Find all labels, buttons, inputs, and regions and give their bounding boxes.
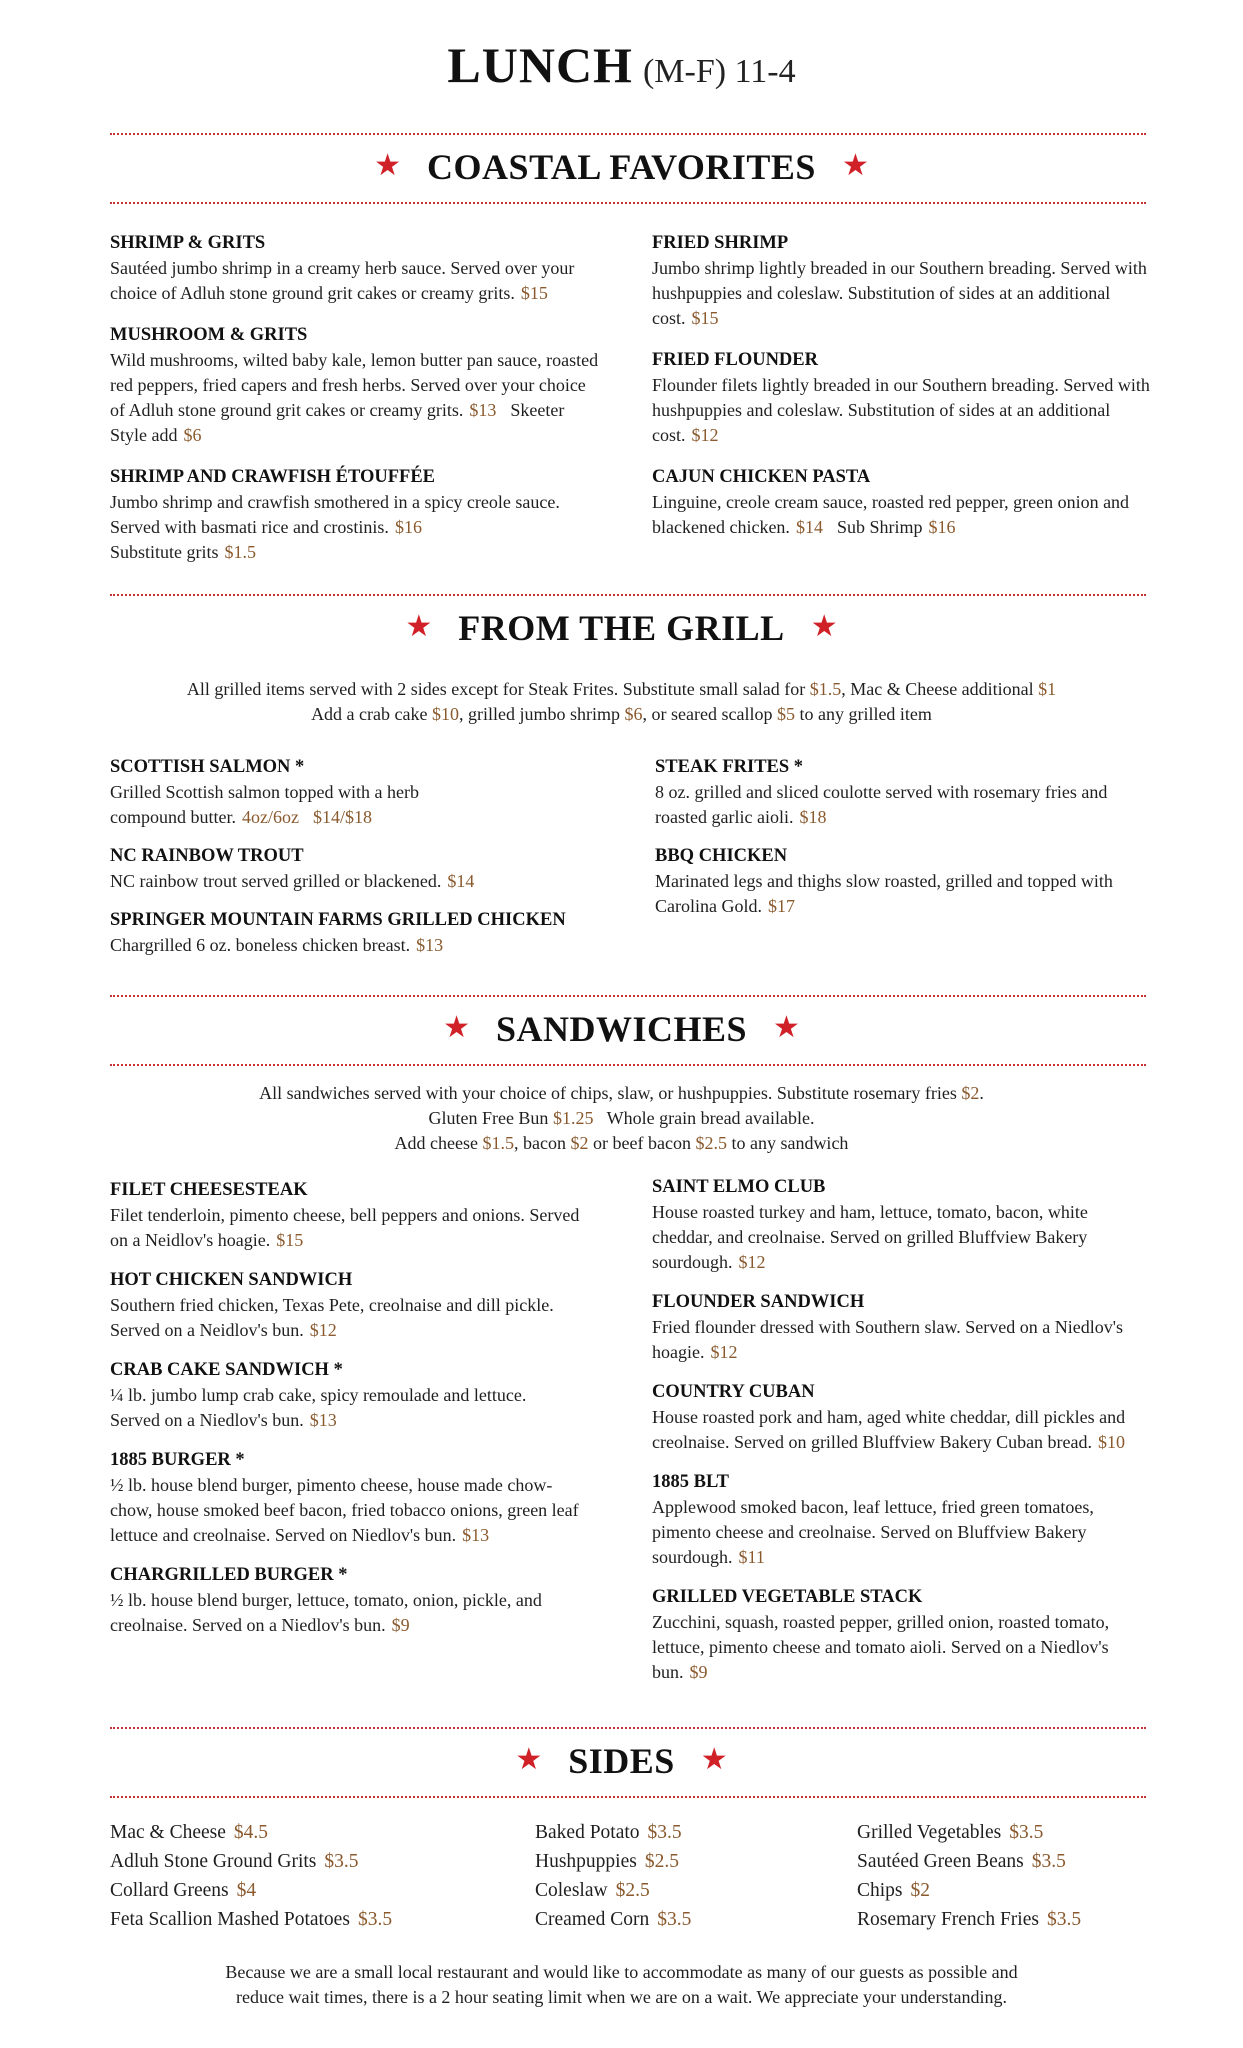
item-description: ¼ lb. jumbo lump crab cake, spicy remoulade and lettuce. Served on a Niedlov's bun. $13 [110,1385,527,1430]
section-heading-grill [0,607,1243,649]
item-description: Linguine, creole cream sauce, roasted red pepper, green onion and blackened chicken. $14 Sub Shrimp $16 [652,492,1130,537]
item-name: FLOUNDER SANDWICH [652,1292,865,1312]
menu-item [655,844,1155,919]
menu-item [110,231,600,306]
item-description: ½ lb. house blend burger, lettuce, tomato, onion, pickle, and creolnaise. Served on a Niedlov's bun. $9 [110,1590,542,1635]
item-extra: Skeeter Style add [110,400,565,445]
item-description: House roasted turkey and ham, lettuce, tomato, bacon, white cheddar, and creolnaise. Served on grilled Bluffview Bakery sourdough. $12 [652,1202,1088,1272]
menu-item [110,908,600,958]
item-price: $13 [462,1525,490,1545]
side-price: $3.5 [647,1822,682,1843]
item-price: $13 [309,1410,337,1430]
star-icon: ★ [405,610,433,643]
item-price: $13 [469,400,497,420]
sides-column-1 [110,1818,392,1934]
side-item: Hushpuppies $2.5 [535,1851,679,1872]
item-price: $12 [691,425,719,445]
item-name: 1885 BURGER * [110,1450,245,1470]
item-price: $10 [1098,1432,1126,1452]
item-price: $12 [710,1342,738,1362]
note-price: $1.5 [482,1133,515,1153]
menu-item [110,1448,580,1548]
item-name: 1885 BLT [652,1472,729,1492]
item-name: COUNTRY CUBAN [652,1382,815,1402]
star-icon: ★ [773,1011,800,1044]
note-price: $5 [776,704,795,724]
side-item: Collard Greens $4 [110,1880,257,1901]
note-price: $2 [961,1083,980,1103]
page-title: LUNCH [447,37,633,93]
item-price: $18 [799,807,827,827]
item-description: Flounder filets lightly breaded in our Southern breading. Served with hushpuppies and coleslaw. Substitution of sides at an additional cost. $12 [652,375,1150,445]
item-price: $12 [738,1252,766,1272]
section-title-coastal: COASTAL FAVORITES [427,147,816,187]
item-price: $14 [795,517,823,537]
item-name: FRIED FLOUNDER [652,350,818,370]
side-item: Rosemary French Fries $3.5 [857,1909,1082,1930]
divider-sandwiches-bottom [110,1064,1146,1066]
item-description: Filet tenderloin, pimento cheese, bell peppers and onions. Served on a Neidlov's hoagie. $15 [110,1205,580,1250]
menu-item [110,844,600,894]
side-price: $3.5 [1046,1909,1082,1930]
item-description: ½ lb. house blend burger, pimento cheese, house made chow-chow, house smoked beef bacon, fried tobacco onions, green leaf lettuce and creolnaise. Served on Niedlov's bun. $13 [110,1475,579,1545]
side-item: Baked Potato $3.5 [535,1822,682,1843]
section-title-sides: SIDES [568,1741,675,1781]
menu-item [652,1290,1152,1365]
footer-line: reduce wait times, there is a 2 hour seating limit when we are on a wait. We appreciate your understanding. [236,1987,1007,2007]
item-price: $15 [691,308,719,328]
item-description: Fried flounder dressed with Southern slaw. Served on a Niedlov's hoagie. $12 [652,1317,1123,1362]
menu-title [0,36,1243,94]
item-name: SHRIMP & GRITS [110,233,266,253]
side-price: $3.5 [324,1851,359,1872]
item-description: Wild mushrooms, wilted baby kale, lemon butter pan sauce, roasted red peppers, fried capers and fresh herbs. Served over your choice of Adluh stone ground grit cakes or creamy grits. $13 Skeeter Style add $6 [110,350,599,445]
note-price: $2.5 [695,1133,727,1153]
menu-item [110,323,600,448]
star-icon: ★ [700,1743,728,1776]
side-item: Creamed Corn $3.5 [535,1909,692,1930]
side-item: Coleslaw $2.5 [535,1880,650,1901]
note-price: $6 [624,704,643,724]
seating-policy-note [0,1960,1243,2010]
coastal-right-column [652,231,1152,557]
item-extra-price: $16 [928,517,956,537]
menu-item [652,1380,1152,1455]
footer-line: Because we are a small local restaurant and would like to accommodate as many of our guests as possible and [225,1962,1018,1982]
item-name: SAINT ELMO CLUB [652,1177,826,1197]
side-price: $3.5 [657,1909,692,1930]
side-price: $3.5 [1009,1822,1044,1843]
side-price: $4 [236,1880,257,1901]
item-description: Sautéed jumbo shrimp in a creamy herb sauce. Served over your choice of Adluh stone ground grit cakes or creamy grits. $15 [110,258,575,303]
sides-column-2 [535,1818,691,1934]
item-substitution-price: $1.5 [224,542,257,562]
item-description: Marinated legs and thighs slow roasted, grilled and topped with Carolina Gold. $17 [655,871,1113,916]
item-name: FRIED SHRIMP [652,233,789,253]
sandwiches-right-column [652,1175,1152,1702]
menu-item [655,755,1155,830]
side-price: $4.5 [233,1822,269,1843]
section-heading-sides [0,1740,1243,1782]
item-price: $13 [416,935,444,955]
item-extra-price: $6 [183,425,202,445]
side-price: $2 [910,1880,931,1901]
section-title-sandwiches: SANDWICHES [495,1009,748,1049]
menu-item [110,1358,580,1433]
item-name: SPRINGER MOUNTAIN FARMS GRILLED CHICKEN [110,910,566,930]
note-price: $1.5 [809,679,842,699]
divider-sandwiches-top [110,995,1146,997]
item-name: MUSHROOM & GRITS [110,325,308,345]
menu-item [652,1175,1152,1275]
item-price: $9 [689,1662,708,1682]
item-price: $11 [738,1547,765,1567]
side-price: $2.5 [615,1880,650,1901]
menu-item [110,1563,580,1638]
item-price: $12 [309,1320,337,1340]
sides-column-3 [857,1818,1081,1934]
star-icon: ★ [515,1743,543,1776]
menu-item [652,348,1152,448]
divider-coastal-top [110,133,1146,135]
item-description: Jumbo shrimp lightly breaded in our Southern breading. Served with hushpuppies and coleslaw. Substitution of sides at an additional cost. $15 [652,258,1147,328]
item-substitution: Substitute grits [110,542,219,562]
menu-item [110,465,600,565]
item-name: STEAK FRITES * [655,757,804,777]
section-heading-sandwiches [0,1008,1243,1050]
item-description: 8 oz. grilled and sliced coulotte served with rosemary fries and roasted garlic aioli. $18 [655,782,1108,827]
service-hours: (M-F) 11-4 [642,53,796,90]
item-description: Chargrilled 6 oz. boneless chicken breast. $13 [110,935,444,955]
note-price: $10 [432,704,459,724]
item-price: $14 [447,871,475,891]
side-item: Feta Scallion Mashed Potatoes $3.5 [110,1909,393,1930]
star-icon: ★ [841,149,869,182]
divider-sides-bottom [110,1796,1146,1798]
item-description: Jumbo shrimp and crawfish smothered in a spicy creole sauce. Served with basmati rice and crostinis. $16 Substitute grits $1.5 [110,492,560,562]
star-icon: ★ [443,1011,470,1044]
item-description: NC rainbow trout served grilled or blackened. $14 [110,871,475,891]
menu-item [110,755,600,830]
menu-item [652,465,1152,540]
item-name: GRILLED VEGETABLE STACK [652,1587,923,1607]
divider-grill-top [110,594,1146,596]
side-item: Adluh Stone Ground Grits $3.5 [110,1851,359,1872]
item-name: HOT CHICKEN SANDWICH [110,1270,353,1290]
menu-item [652,1470,1152,1570]
item-description: Zucchini, squash, roasted pepper, grilled onion, roasted tomato, lettuce, pimento cheese and tomato aioli. Served on a Niedlov's bun. $9 [652,1612,1110,1682]
side-item: Mac & Cheese $4.5 [110,1822,269,1843]
item-price: 4oz/6oz [241,807,299,827]
side-item: Chips $2 [857,1880,931,1901]
sandwiches-left-column [110,1178,580,1655]
note-price: $1 [1038,679,1057,699]
sandwiches-note: All sandwiches served with your choice of chips, slaw, or hushpuppies. Substitute rosemary fries $2. Gluten Free Bun $1.25 Whole grain bread available. Add cheese $1.5, bacon $2 or beef bacon $2.5 to any sandwich [259,1083,984,1153]
grill-right-column [655,755,1155,936]
item-name: FILET CHEESESTEAK [110,1180,308,1200]
menu-item [110,1268,580,1343]
item-description: Southern fried chicken, Texas Pete, creolnaise and dill pickle. Served on a Neidlov's bun. $12 [110,1295,554,1340]
item-name: SCOTTISH SALMON * [110,757,305,777]
side-price: $2.5 [644,1851,679,1872]
menu-item [110,1178,580,1253]
item-extra-price: $14/$18 [312,807,372,827]
note-price: $2 [570,1133,589,1153]
item-price: $15 [276,1230,304,1250]
section-heading-coastal [0,146,1243,188]
grill-note: All grilled items served with 2 sides except for Steak Frites. Substitute small salad for $1.5, Mac & Cheese additional $1 Add a crab cake $10, grilled jumbo shrimp $6, or seared scallop $5 to any grilled item [186,679,1057,724]
coastal-left-column [110,231,600,582]
item-name: CHARGRILLED BURGER * [110,1565,348,1585]
star-icon: ★ [374,149,402,182]
item-description: Grilled Scottish salmon topped with a herb compound butter. 4oz/6oz $14/$18 [110,782,419,827]
item-description: House roasted pork and ham, aged white cheddar, dill pickles and creolnaise. Served on grilled Bluffview Bakery Cuban bread. $10 [652,1407,1126,1452]
note-price: $1.25 [552,1108,594,1128]
divider-coastal-bottom [110,202,1146,204]
side-price: $3.5 [357,1909,393,1930]
item-name: NC RAINBOW TROUT [110,846,304,866]
side-item: Sautéed Green Beans $3.5 [857,1851,1066,1872]
star-icon: ★ [810,610,838,643]
item-price: $16 [394,517,422,537]
item-name: SHRIMP AND CRAWFISH ÉTOUFFÉE [110,467,435,487]
menu-item [652,1585,1152,1685]
side-item: Grilled Vegetables $3.5 [857,1822,1044,1843]
section-title-grill: FROM THE GRILL [458,608,785,648]
item-description: Applewood smoked bacon, leaf lettuce, fried green tomatoes, pimento cheese and creolnaise. Served on Bluffview Bakery sourdough. $11 [652,1497,1094,1567]
item-name: CAJUN CHICKEN PASTA [652,467,871,487]
divider-sides-top [110,1727,1146,1729]
item-name: CRAB CAKE SANDWICH * [110,1360,343,1380]
item-price: $15 [520,283,548,303]
menu-item [652,231,1152,331]
item-price: $17 [767,896,795,916]
grill-left-column [110,755,600,975]
side-price: $3.5 [1031,1851,1066,1872]
item-name: BBQ CHICKEN [655,846,788,866]
item-price: $9 [391,1615,410,1635]
item-extra: Sub Shrimp [836,517,923,537]
